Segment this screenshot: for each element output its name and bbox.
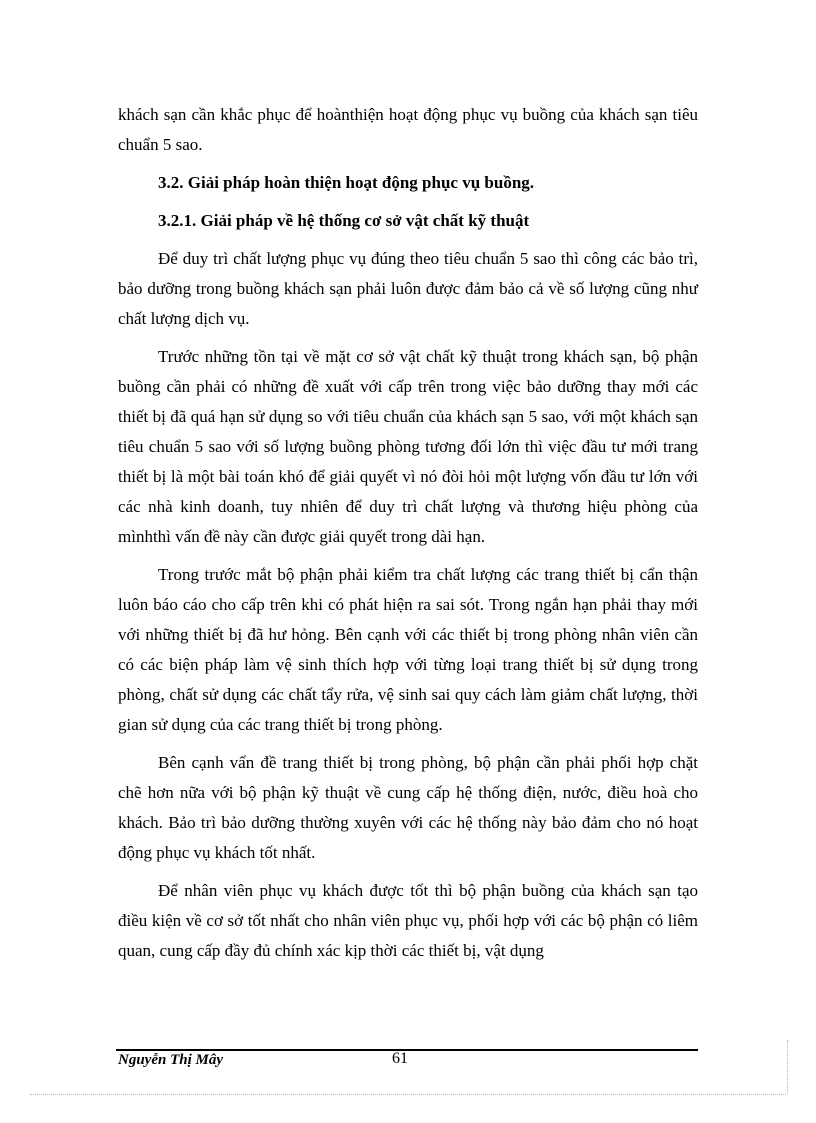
paragraph: Trước những tồn tại về mặt cơ sở vật chất kỹ thuật trong khách sạn, bộ phận buồng cần phải có những đề xuất với cấp trên trong việc bảo dưỡng thay mới các thiết bị đã quá hạn sử dụng so với tiêu chuẩn của khách sạn 5 sao, với một khách sạn tiêu chuẩn 5 sao với số lượng buồng phòng tương đối lớn thì việc đầu tư mới trang thiết bị là một bài toán khó để giải quyết vì nó đòi hỏi một lượng vốn đầu tư lớn với các nhà kinh doanh, tuy nhiên để duy trì chất lượng và thương hiệu phòng của mìnhthì vấn đề này cần được giải quyết trong dài hạn. <box>118 347 698 546</box>
paragraph: Trong trước mắt bộ phận phải kiểm tra chất lượng các trang thiết bị cẩn thận luôn báo cáo cho cấp trên khi có phát hiện ra sai sót. Trong ngắn hạn phải thay mới với những thiết bị đã hư hỏng. Bên cạnh với các thiết bị trong phòng nhân viên cần có các biện pháp làm vệ sinh thích hợp với từng loại trang thiết bị sử dụng trong phòng, chất sử dụng các chất tẩy rửa, vệ sinh sai quy cách làm giảm chất lượng, thời gian sử dụng của các trang thiết bị trong phòng. <box>118 565 698 734</box>
paragraph: Để duy trì chất lượng phục vụ đúng theo tiêu chuẩn 5 sao thì công các bảo trì, bảo dưỡng trong buồng khách sạn phải luôn được đảm bảo cả về số lượng cũng như chất lượng dịch vụ. <box>118 249 698 328</box>
paragraph: Để nhân viên phục vụ khách được tốt thì bộ phận buồng của khách sạn tạo điều kiện về cơ sở tốt nhất cho nhân viên phục vụ, phối hợp với các bộ phận có liêm quan, cung cấp đầy đủ chính xác kịp thời các thiết bị, vật dụng <box>118 881 698 960</box>
paragraph: Bên cạnh vấn đề trang thiết bị trong phòng, bộ phận cần phải phối hợp chặt chẽ hơn nữa với bộ phận kỹ thuật về cung cấp hệ thống điện, nước, điều hoà cho khách. Bảo trì bảo dưỡng thường xuyên với các hệ thống này bảo đảm cho nó hoạt động phục vụ khách tốt nhất. <box>118 753 698 862</box>
paragraph-intro: khách sạn cần khắc phục để hoànthiện hoạt động phục vụ buồng của khách sạn tiêu chuẩn 5 sao. <box>118 105 698 154</box>
page-border-bottom <box>30 1094 786 1095</box>
subsection-heading: 3.2.1. Giải pháp về hệ thống cơ sở vật chất kỹ thuật <box>158 211 530 230</box>
section-heading: 3.2. Giải pháp hoàn thiện hoạt động phục vụ buồng. <box>158 173 535 192</box>
document-body <box>118 100 698 966</box>
page-number: 61 <box>392 1050 408 1067</box>
footer-author: Nguyễn Thị Mây <box>118 1052 223 1068</box>
page-border-right <box>787 1040 788 1094</box>
